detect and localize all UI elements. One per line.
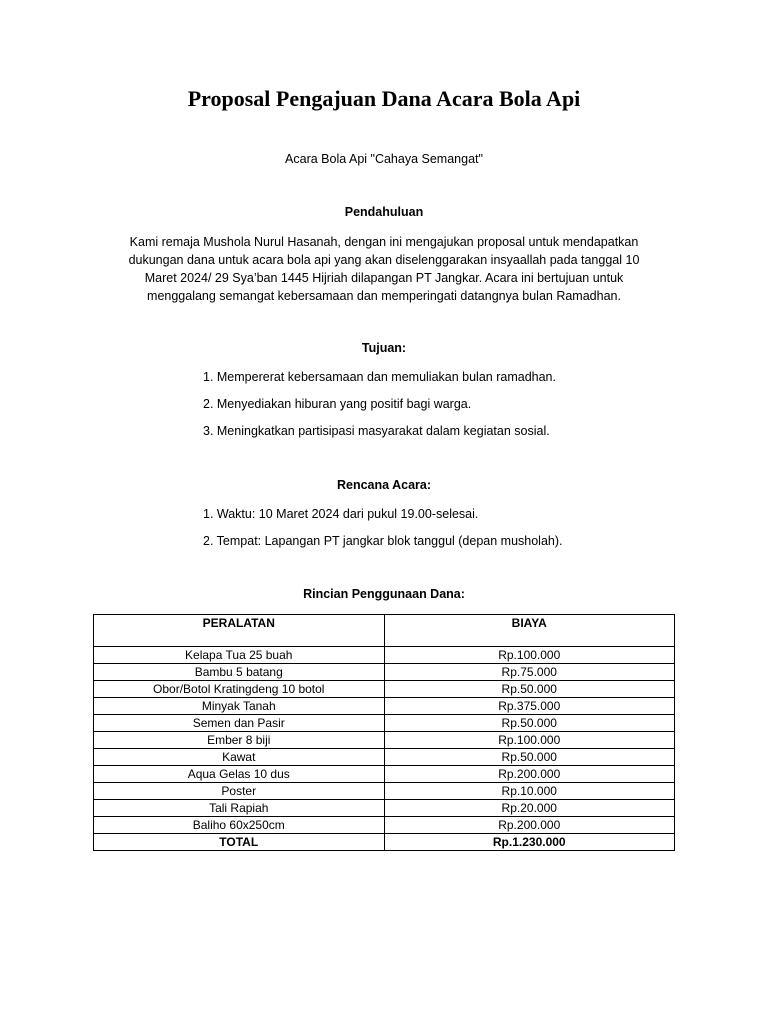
item-cost: Rp.50.000 — [384, 749, 675, 766]
item-name: Baliho 60x250cm — [94, 817, 385, 834]
plan-list — [203, 505, 683, 559]
plan-item: 2. Tempat: Lapangan PT jangkar blok tanggul (depan musholah). — [203, 534, 563, 548]
total-cost: Rp.1.230.000 — [384, 834, 675, 851]
plan-item: 1. Waktu: 10 Maret 2024 dari pukul 19.00-selesai. — [203, 507, 479, 521]
table-row — [94, 647, 675, 664]
item-name: Semen dan Pasir — [94, 715, 385, 732]
goal-item: 3. Meningkatkan partisipasi masyarakat dalam kegiatan sosial. — [203, 424, 550, 438]
budget-heading: Rincian Penggunaan Dana: — [303, 587, 465, 601]
goals-list — [203, 368, 683, 449]
item-cost: Rp.200.000 — [384, 817, 675, 834]
table-row — [94, 732, 675, 749]
item-name: Poster — [94, 783, 385, 800]
item-cost: Rp.75.000 — [384, 664, 675, 681]
table-row — [94, 800, 675, 817]
document-title: Proposal Pengajuan Dana Acara Bola Api — [187, 86, 581, 111]
budget-table — [93, 614, 675, 851]
table-row — [94, 817, 675, 834]
goal-item: 1. Mempererat kebersamaan dan memuliakan bulan ramadhan. — [203, 370, 556, 384]
item-name: Bambu 5 batang — [94, 664, 385, 681]
column-header-equipment: PERALATAN — [94, 615, 385, 647]
table-row — [94, 698, 675, 715]
goals-heading: Tujuan: — [361, 341, 407, 355]
item-cost: Rp.100.000 — [384, 732, 675, 749]
item-cost: Rp.200.000 — [384, 766, 675, 783]
table-row — [94, 766, 675, 783]
total-row — [94, 834, 675, 851]
item-name: Ember 8 biji — [94, 732, 385, 749]
table-row — [94, 664, 675, 681]
item-cost: Rp.100.000 — [384, 647, 675, 664]
table-header-row — [94, 615, 675, 647]
plan-heading: Rencana Acara: — [336, 478, 432, 492]
item-name: Kelapa Tua 25 buah — [94, 647, 385, 664]
table-row — [94, 681, 675, 698]
event-subtitle: Acara Bola Api "Cahaya Semangat" — [285, 152, 483, 166]
table-row — [94, 715, 675, 732]
item-cost: Rp.375.000 — [384, 698, 675, 715]
table-row — [94, 783, 675, 800]
item-cost: Rp.20.000 — [384, 800, 675, 817]
intro-heading: Pendahuluan — [344, 205, 424, 219]
total-label: TOTAL — [94, 834, 385, 851]
item-cost: Rp.10.000 — [384, 783, 675, 800]
item-name: Aqua Gelas 10 dus — [94, 766, 385, 783]
item-name: Kawat — [94, 749, 385, 766]
intro-paragraph: Kami remaja Mushola Nurul Hasanah, dengan ini mengajukan proposal untuk mendapatkan dukungan dana untuk acara bola api yang akan diselenggarakan insyaallah pada tanggal 10 Maret 2024/ 29 Sya’ban 1445 Hijriah dilapangan PT Jangkar. Acara ini bertujuan untuk menggalang semangat kebersamaan dan memperingati datangnya bulan Ramadhan. — [128, 235, 640, 303]
column-header-cost: BIAYA — [384, 615, 675, 647]
item-name: Minyak Tanah — [94, 698, 385, 715]
table-row — [94, 749, 675, 766]
item-name: Obor/Botol Kratingdeng 10 botol — [94, 681, 385, 698]
goal-item: 2. Menyediakan hiburan yang positif bagi warga. — [203, 397, 472, 411]
item-cost: Rp.50.000 — [384, 715, 675, 732]
item-name: Tali Rapiah — [94, 800, 385, 817]
item-cost: Rp.50.000 — [384, 681, 675, 698]
